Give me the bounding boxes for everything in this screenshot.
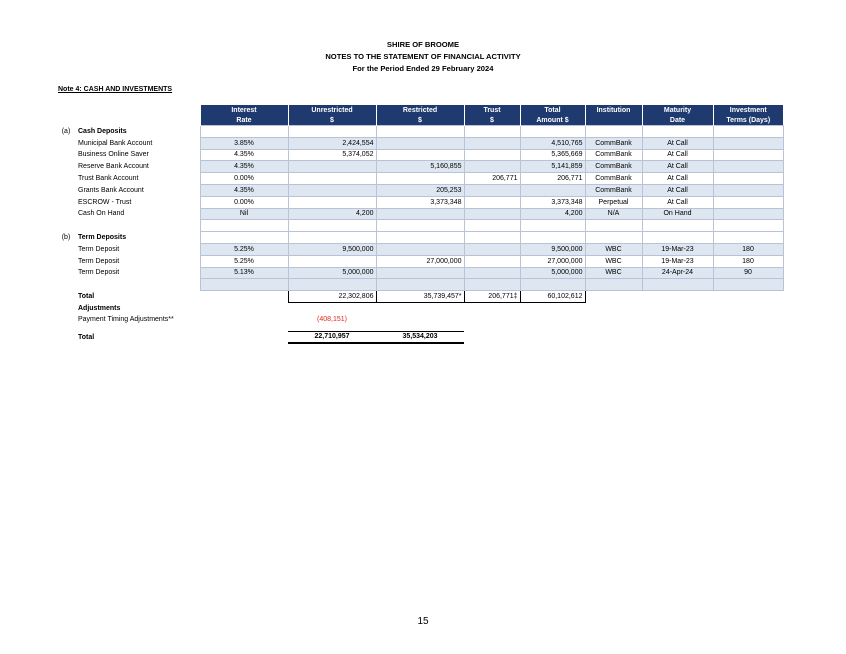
adjustments-heading-row xyxy=(56,302,783,313)
section-letter: (a) xyxy=(61,127,71,135)
unrestricted-cell: 5,374,052 xyxy=(288,149,376,161)
section-title: Cash Deposits xyxy=(78,127,127,135)
total-cell: 5,000,000 xyxy=(520,267,585,279)
table-row xyxy=(56,243,783,255)
total-cell: 4,510,765 xyxy=(520,137,585,149)
maturity-cell: At Call xyxy=(642,149,713,161)
table-row xyxy=(56,137,783,149)
trust-cell xyxy=(464,243,520,255)
table-row xyxy=(56,161,783,173)
unrestricted-cell: 2,424,554 xyxy=(288,137,376,149)
unrestricted-cell xyxy=(288,255,376,267)
col-unrestricted-header: Unrestricted xyxy=(288,105,376,115)
institution-cell: WBC xyxy=(585,255,642,267)
account-name: Municipal Bank Account xyxy=(78,139,153,147)
table-row xyxy=(56,184,783,196)
institution-cell: WBC xyxy=(585,243,642,255)
terms-cell: 180 xyxy=(713,243,783,255)
spacer-row xyxy=(56,279,783,291)
restricted-cell xyxy=(376,173,464,185)
col-institution-header: Institution xyxy=(585,105,642,115)
maturity-cell: At Call xyxy=(642,184,713,196)
account-name: Cash On Hand xyxy=(78,210,125,218)
total-cell xyxy=(520,184,585,196)
trust-cell xyxy=(464,137,520,149)
total-cell: 27,000,000 xyxy=(520,255,585,267)
total-cell: 3,373,348 xyxy=(520,196,585,208)
col-terms-header: Investment xyxy=(713,105,783,115)
col-maturity-header: Maturity xyxy=(642,105,713,115)
trust-cell xyxy=(464,149,520,161)
total-trust: 206,771‡ xyxy=(464,291,520,303)
account-name: Term Deposit xyxy=(78,245,120,253)
terms-cell xyxy=(713,208,783,220)
adjustment-row xyxy=(56,314,783,325)
adjustment-unrestricted: (408,151) xyxy=(317,315,347,323)
col-restricted-sub: $ xyxy=(376,115,464,126)
col-total-sub: Amount $ xyxy=(520,115,585,126)
account-name: Term Deposit xyxy=(78,269,120,277)
terms-cell xyxy=(713,184,783,196)
total-cell: 5,141,859 xyxy=(520,161,585,173)
rate-cell: 4.35% xyxy=(200,161,288,173)
rate-cell: 5.25% xyxy=(200,243,288,255)
col-total-header: Total xyxy=(520,105,585,115)
restricted-cell: 205,253 xyxy=(376,184,464,196)
grand-total-label: Total xyxy=(78,333,95,341)
table-row xyxy=(56,255,783,267)
terms-cell xyxy=(713,161,783,173)
institution-cell: CommBank xyxy=(585,173,642,185)
table-row xyxy=(56,173,783,185)
page-number: 15 xyxy=(417,616,429,627)
total-cell: 4,200 xyxy=(520,208,585,220)
terms-cell xyxy=(713,137,783,149)
terms-cell: 180 xyxy=(713,255,783,267)
maturity-cell: On Hand xyxy=(642,208,713,220)
restricted-cell xyxy=(376,137,464,149)
rate-cell: 4.35% xyxy=(200,149,288,161)
restricted-cell xyxy=(376,267,464,279)
rate-cell: 5.25% xyxy=(200,255,288,267)
grand-total-row xyxy=(56,331,783,343)
table-row xyxy=(56,149,783,161)
maturity-cell: 24-Apr-24 xyxy=(642,267,713,279)
terms-cell xyxy=(713,173,783,185)
section-title: Term Deposits xyxy=(78,234,127,242)
maturity-cell: At Call xyxy=(642,137,713,149)
header-row-2 xyxy=(56,115,783,126)
total-cell: 9,500,000 xyxy=(520,243,585,255)
account-name: Reserve Bank Account xyxy=(78,163,149,171)
rate-cell: 3.85% xyxy=(200,137,288,149)
trust-cell xyxy=(464,161,520,173)
col-trust-sub: $ xyxy=(464,115,520,126)
total-amount: 60,102,612 xyxy=(520,291,585,303)
terms-cell xyxy=(713,149,783,161)
total-restricted: 35,739,457* xyxy=(376,291,464,303)
adjustments-title: Adjustments xyxy=(78,304,121,312)
institution-cell: Perpetual xyxy=(585,196,642,208)
institution-cell: CommBank xyxy=(585,137,642,149)
report-period: For the Period Ended 29 February 2024 xyxy=(352,64,494,73)
trust-cell: 206,771 xyxy=(464,173,520,185)
col-unrestricted-sub: $ xyxy=(288,115,376,126)
header-row-1 xyxy=(56,105,783,115)
report-org-title: SHIRE OF BROOME xyxy=(386,40,460,49)
restricted-cell: 27,000,000 xyxy=(376,255,464,267)
grand-total-restricted: 35,534,203 xyxy=(376,331,464,343)
institution-cell: CommBank xyxy=(585,184,642,196)
spacer-row xyxy=(56,220,783,232)
rate-cell: Nil xyxy=(200,208,288,220)
unrestricted-cell: 9,500,000 xyxy=(288,243,376,255)
maturity-cell: At Call xyxy=(642,196,713,208)
maturity-cell: 19-Mar-23 xyxy=(642,243,713,255)
grand-total-unrestricted: 22,710,957 xyxy=(288,331,376,343)
restricted-cell: 3,373,348 xyxy=(376,196,464,208)
col-terms-sub: Terms (Days) xyxy=(713,115,783,126)
account-name: Grants Bank Account xyxy=(78,186,144,194)
unrestricted-cell xyxy=(288,173,376,185)
col-interest-sub: Rate xyxy=(200,115,288,126)
restricted-cell xyxy=(376,149,464,161)
adjustment-label: Payment Timing Adjustments** xyxy=(78,315,174,323)
maturity-cell: At Call xyxy=(642,161,713,173)
institution-cell: N/A xyxy=(585,208,642,220)
unrestricted-cell xyxy=(288,184,376,196)
total-unrestricted: 22,302,806 xyxy=(288,291,376,303)
col-interest-header: Interest xyxy=(200,105,288,115)
trust-cell xyxy=(464,196,520,208)
col-institution-sub xyxy=(585,115,642,126)
terms-cell: 90 xyxy=(713,267,783,279)
col-trust-header: Trust xyxy=(464,105,520,115)
trust-cell xyxy=(464,184,520,196)
total-row xyxy=(56,291,783,303)
account-name: ESCROW - Trust xyxy=(78,198,132,206)
total-label: Total xyxy=(78,293,95,301)
restricted-cell: 5,160,855 xyxy=(376,161,464,173)
account-name: Trust Bank Account xyxy=(78,175,139,183)
cash-investments-table xyxy=(56,105,784,344)
table-row xyxy=(56,208,783,220)
institution-cell: CommBank xyxy=(585,161,642,173)
account-name: Term Deposit xyxy=(78,257,120,265)
institution-cell: CommBank xyxy=(585,149,642,161)
report-title: NOTES TO THE STATEMENT OF FINANCIAL ACTIVITY xyxy=(325,52,521,61)
trust-cell xyxy=(464,255,520,267)
table-row xyxy=(56,267,783,279)
unrestricted-cell: 5,000,000 xyxy=(288,267,376,279)
section-letter: (b) xyxy=(61,234,71,242)
total-cell: 5,365,669 xyxy=(520,149,585,161)
institution-cell: WBC xyxy=(585,267,642,279)
account-name: Business Online Saver xyxy=(78,151,149,159)
section-b-heading xyxy=(56,232,783,244)
restricted-cell xyxy=(376,208,464,220)
total-cell: 206,771 xyxy=(520,173,585,185)
terms-cell xyxy=(713,196,783,208)
col-restricted-header: Restricted xyxy=(376,105,464,115)
trust-cell xyxy=(464,267,520,279)
restricted-cell xyxy=(376,243,464,255)
trust-cell xyxy=(464,208,520,220)
rate-cell: 0.00% xyxy=(200,196,288,208)
maturity-cell: At Call xyxy=(642,173,713,185)
unrestricted-cell xyxy=(288,196,376,208)
rate-cell: 0.00% xyxy=(200,173,288,185)
rate-cell: 5.13% xyxy=(200,267,288,279)
maturity-cell: 19-Mar-23 xyxy=(642,255,713,267)
table-row xyxy=(56,196,783,208)
note-title: Note 4: CASH AND INVESTMENTS xyxy=(58,86,173,93)
rate-cell: 4.35% xyxy=(200,184,288,196)
col-maturity-sub: Date xyxy=(642,115,713,126)
section-a-heading xyxy=(56,126,783,138)
unrestricted-cell xyxy=(288,161,376,173)
unrestricted-cell: 4,200 xyxy=(288,208,376,220)
